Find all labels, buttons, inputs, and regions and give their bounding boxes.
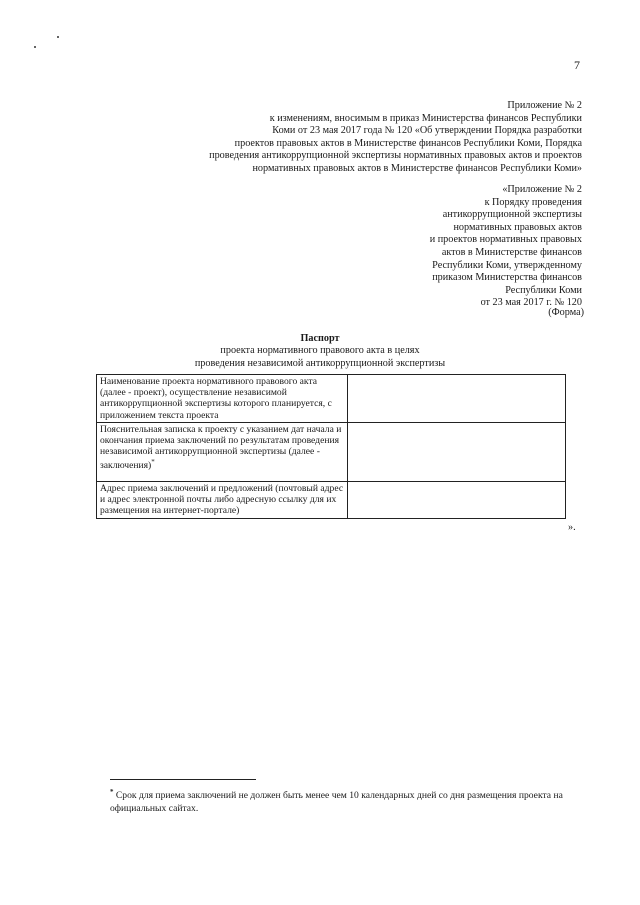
footnote-divider: [110, 779, 256, 780]
table-row: [97, 481, 566, 518]
inner-appendix-line: Республики Коми, утвержденному: [432, 259, 582, 271]
inner-appendix-line: антикоррупционной экспертизы: [442, 209, 582, 221]
table-row-value: [348, 422, 566, 481]
table-row-label: Пояснительная записка к проекту с указанием дат начала и окончания приема заключений по результатам проведения независимой антикоррупционной экспертизы (далее - заключения): [100, 423, 342, 472]
table-row-label: Адрес приема заключений и предложений (почтовый адрес и адрес электронной почты либо адресную ссылку для их размещения на интернет-портале): [97, 481, 348, 518]
inner-appendix-line: Республики Коми: [505, 284, 582, 296]
appendix-line: проектов правовых актов в Министерстве финансов Республики Коми, Порядка: [234, 137, 582, 149]
page-number: 7: [574, 58, 580, 72]
passport-heading: [0, 333, 640, 370]
passport-subtitle: проведения независимой антикоррупционной экспертизы: [194, 357, 446, 369]
scan-speck: [57, 36, 59, 38]
appendix-header: [162, 100, 582, 176]
footnote: [110, 786, 590, 815]
inner-appendix-line: от 23 мая 2017 г. № 120: [480, 297, 582, 309]
passport-subtitle: проекта нормативного правового акта в целях: [220, 345, 420, 357]
appendix-line: к изменениям, вносимым в приказ Министерства финансов Республики: [269, 112, 582, 124]
inner-appendix-line: «Приложение № 2: [502, 184, 582, 195]
inner-appendix-line: актов в Министерстве финансов: [441, 246, 582, 258]
passport-title: Паспорт: [300, 333, 340, 344]
table-row: [97, 422, 566, 481]
inner-appendix-line: и проектов нормативных правовых: [429, 234, 582, 246]
passport-table: [96, 374, 566, 519]
footnote-reference: *: [151, 458, 155, 467]
closing-quote: ».: [568, 522, 576, 533]
appendix-line: проведения антикоррупционной экспертизы нормативных правовых актов и проектов: [209, 150, 582, 162]
appendix-line: Приложение № 2: [507, 100, 582, 111]
footnote-text: Срок для приема заключений не должен быть менее чем 10 календарных дней со дня размещения проекта на официальных сайтах.: [110, 790, 563, 814]
appendix-line: нормативных правовых актов в Министерстве финансов Республики Коми»: [252, 162, 582, 174]
table-row-value: [348, 481, 566, 518]
inner-appendix-line: к Порядку проведения: [484, 196, 582, 208]
footnote-mark: *: [110, 788, 114, 796]
appendix-line: Коми от 23 мая 2017 года № 120 «Об утверждении Порядка разработки: [272, 125, 582, 137]
table-row: [97, 375, 566, 423]
table-row-label-cell: [97, 422, 348, 481]
scan-speck: [34, 46, 36, 48]
inner-appendix-header: [322, 184, 582, 310]
table-row-label: Наименование проекта нормативного правового акта (далее - проект), осуществление независимой антикоррупционной экспертизы которого планируется, с приложением текста проекта: [97, 375, 348, 423]
inner-appendix-line: приказом Министерства финансов: [432, 272, 582, 284]
table-row-value: [348, 375, 566, 423]
form-label: (Форма): [548, 307, 584, 318]
inner-appendix-line: нормативных правовых актов: [453, 221, 582, 233]
